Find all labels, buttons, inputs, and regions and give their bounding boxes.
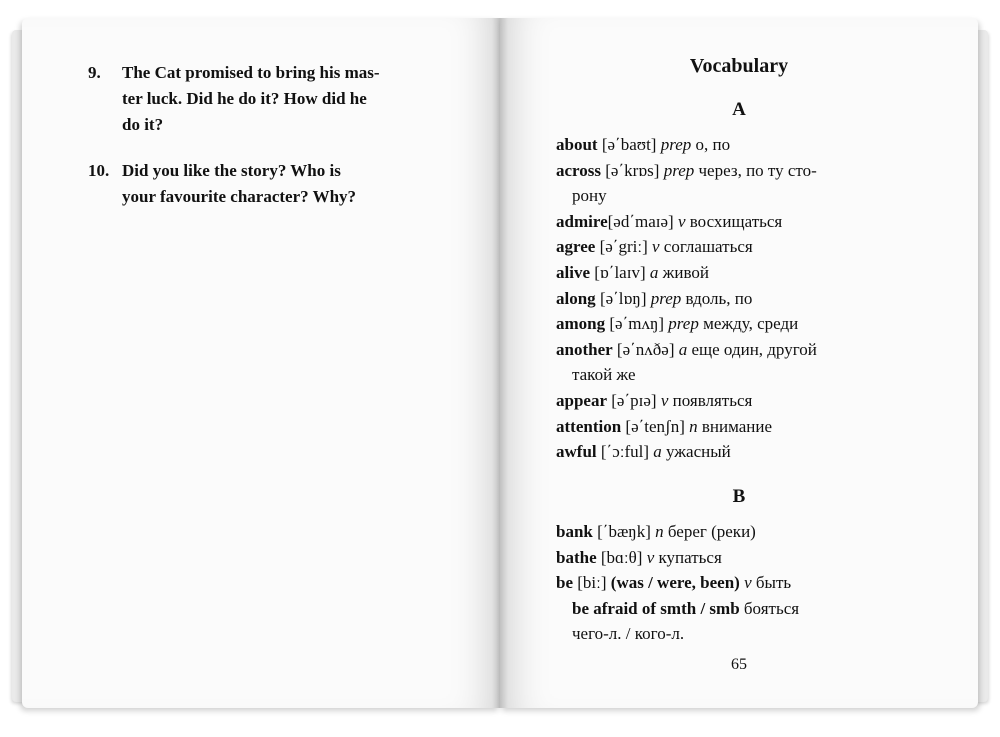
entry-word: admire <box>556 211 608 231</box>
entry-word: awful <box>556 442 597 462</box>
entry-continuation: такой же <box>572 365 636 385</box>
entry-pos: v <box>651 237 660 257</box>
question-line: Did you like the story? Who is <box>122 161 341 180</box>
entry-pos: a <box>649 262 659 282</box>
entry-word: bank <box>556 522 593 541</box>
entry-meaning: между, среди <box>703 314 799 334</box>
entry-pos: v <box>744 573 752 593</box>
entry-word: attention <box>556 416 622 436</box>
vocab-entry-across <box>556 158 926 184</box>
entry-ipa: [ə΄pɪə] <box>611 390 657 410</box>
vocabulary-title: Vocabulary <box>689 55 789 77</box>
entry-ipa: [ə΄krɒs] <box>605 160 660 180</box>
entry-pos: a <box>678 339 688 359</box>
entry-meaning: внимание <box>701 416 773 436</box>
vocabulary-list-b <box>556 519 926 647</box>
entry-word: about <box>556 135 598 154</box>
entry-meaning: берег (реки) <box>667 522 756 541</box>
entry-pos: v <box>677 211 686 231</box>
vocab-phrase <box>556 596 926 622</box>
vocab-entry-awful <box>556 439 926 465</box>
question-10 <box>88 158 448 218</box>
entry-word: bathe <box>556 547 597 567</box>
entry-ipa: [ə΄mʌŋ] <box>609 314 665 334</box>
entry-pos: n <box>655 522 664 541</box>
entry-meaning: через, по ту сто- <box>698 160 817 180</box>
question-number: 9. <box>88 63 101 82</box>
entry-word: agree <box>556 237 596 257</box>
entry-meaning: о, по <box>695 135 731 154</box>
entry-ipa: [΄ɔːful] <box>600 442 650 462</box>
entry-meaning: быть <box>755 573 792 593</box>
entry-pos: a <box>653 442 662 462</box>
vocab-entry-attention <box>556 414 926 440</box>
vocab-entry-another <box>556 337 926 363</box>
entry-meaning: еще один, другой <box>691 339 817 359</box>
vocab-entry-be <box>556 570 926 596</box>
entry-ipa: [ə΄tenʃn] <box>625 416 685 436</box>
entry-word: appear <box>556 390 607 410</box>
entry-ipa: [΄bæŋk] <box>597 522 651 541</box>
entry-word: be <box>556 573 573 593</box>
question-line: your favourite character? Why? <box>122 187 357 206</box>
entry-ipa: [əd΄maɪə] <box>607 211 674 231</box>
entry-pos: v <box>660 390 669 410</box>
vocab-entry-among <box>556 311 926 337</box>
entry-pos: v <box>646 547 655 567</box>
question-line: ter luck. Did he do it? How did he <box>122 89 367 108</box>
entry-ipa: [bɑːθ] <box>600 547 643 567</box>
entry-pos: prep <box>660 135 692 154</box>
vocab-entry-bank <box>556 519 926 545</box>
question-9 <box>88 60 448 140</box>
vocab-entry-along <box>556 286 926 312</box>
entry-ipa: [ə΄lɒŋ] <box>599 288 647 308</box>
vocab-entry-alive <box>556 260 926 286</box>
question-number: 10. <box>88 161 110 180</box>
vocab-entry-bathe <box>556 545 926 571</box>
entry-ipa: [biː] <box>577 573 607 593</box>
phrase-meaning: бояться <box>743 598 800 618</box>
entry-meaning: ужасный <box>666 442 731 462</box>
entry-ipa: [ə΄baʊt] <box>601 135 657 154</box>
entry-meaning: восхищаться <box>689 211 783 231</box>
entry-word: among <box>556 314 606 334</box>
entry-pos: prep <box>663 160 695 180</box>
page-number: 65 <box>731 656 747 673</box>
book-spine <box>492 18 508 708</box>
vocabulary-list-a <box>556 132 926 465</box>
vocab-entry-admire <box>556 209 926 235</box>
phrase-continuation: чего-л. / кого-л. <box>572 624 685 644</box>
entry-ipa: [ə΄griː] <box>599 237 648 257</box>
vocab-entry-about <box>556 132 926 158</box>
question-line: do it? <box>122 115 164 134</box>
entry-ipa: [ə΄nʌðə] <box>616 339 675 359</box>
question-line: The Cat promised to bring his mas- <box>122 63 380 82</box>
entry-meaning: купаться <box>658 547 722 567</box>
entry-pos: prep <box>650 288 682 308</box>
entry-ipa: [ɒ΄laɪv] <box>594 262 646 282</box>
entry-pos: prep <box>668 314 699 334</box>
entry-word: alive <box>556 262 590 282</box>
entry-meaning: вдоль, по <box>685 288 753 308</box>
entry-word: another <box>556 339 613 359</box>
question-text <box>122 158 452 210</box>
section-letter-b: B <box>732 486 746 507</box>
entry-meaning: живой <box>662 262 709 282</box>
phrase-text: be afraid of smth / smb <box>572 598 740 618</box>
vocab-entry-appear <box>556 388 926 414</box>
section-letter-a: A <box>732 99 746 120</box>
question-text <box>122 60 452 138</box>
entry-forms: (was / were, been) <box>610 573 740 593</box>
entry-meaning: соглашаться <box>663 237 753 257</box>
vocab-entry-agree <box>556 234 926 260</box>
entry-pos: n <box>689 416 698 436</box>
entry-meaning: появляться <box>672 390 753 410</box>
entry-word: across <box>556 160 602 180</box>
entry-word: along <box>556 288 596 308</box>
entry-continuation: рону <box>572 186 607 206</box>
